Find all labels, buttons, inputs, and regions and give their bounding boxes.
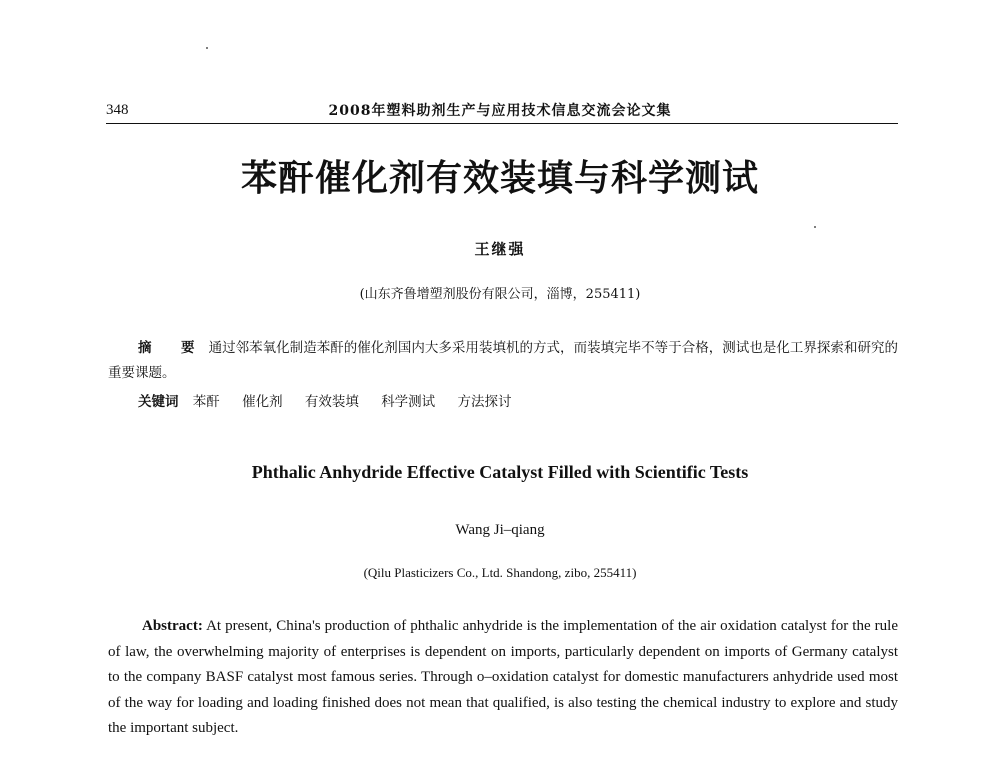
title-zh: 苯酐催化剂有效装填与科学测试 (240, 157, 759, 199)
abstract-zh (108, 336, 898, 386)
keywords-zh-label: 关键词 (138, 394, 179, 410)
keyword: 催化剂 (242, 394, 283, 410)
page-number: 348 (106, 102, 129, 118)
keyword: 方法探讨 (457, 394, 512, 410)
running-header: 2008年塑料助剂生产与应用技术信息交流会论文集 (328, 103, 672, 119)
abstract-en-label: Abstract: (142, 618, 203, 634)
header-rule (106, 123, 898, 124)
author-zh: 王继强 (474, 240, 526, 258)
keyword: 有效装填 (304, 394, 359, 410)
keywords-zh (138, 390, 529, 410)
abstract-zh-label: 摘 要 (138, 340, 203, 356)
keyword: 苯酐 (192, 394, 220, 410)
scan-speck (814, 226, 816, 228)
author-en: Wang Ji–qiang (455, 522, 545, 538)
affiliation-zh: (山东齐鲁增塑剂股份有限公司，淄博，255411) (359, 287, 641, 302)
keyword: 科学测试 (381, 394, 436, 410)
abstract-zh-text: 通过邻苯氧化制造苯酐的催化剂国内大多采用装填机的方式，而装填完毕不等于合格，测试也是化工界探索和研究的重要课题。 (108, 340, 899, 381)
scan-speck (206, 47, 208, 49)
title-en: Phthalic Anhydride Effective Catalyst Filled with Scientific Tests (251, 462, 749, 482)
abstract-en (108, 614, 898, 742)
affiliation-en: (Qilu Plasticizers Co., Ltd. Shandong, zibo, 255411) (363, 565, 637, 580)
abstract-en-text: At present, China's production of phthalic anhydride is the implementation of the air oxidation catalyst for the rule of law, the overwhelming majority of enterprises is dependent on imports, particularly dependent on imports of Germany catalyst to the company BASF catalyst most famous series. Through o–oxidation catalyst for domestic manufacturers anhydride used most of the way for loading and loading finished does not mean that qualified, is also testing the chemical industry to explore and study the important subject. (108, 618, 898, 736)
